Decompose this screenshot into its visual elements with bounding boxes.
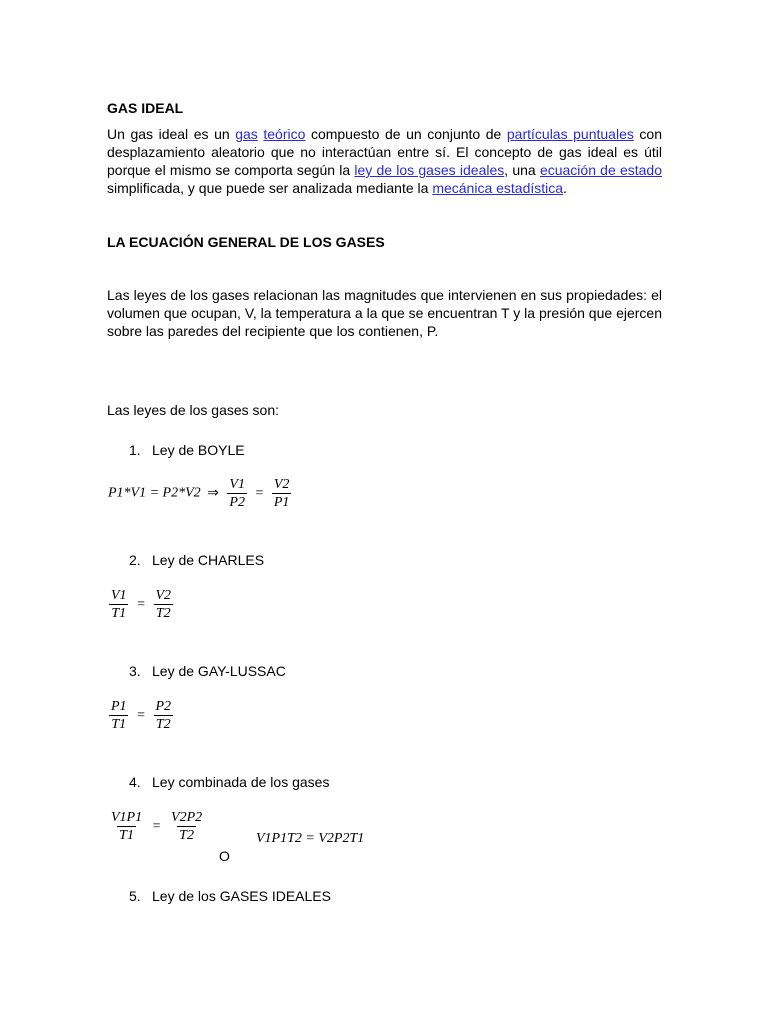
law-label: Ley de los GASES IDEALES bbox=[152, 888, 331, 904]
equation-gay-lussac bbox=[107, 699, 175, 732]
fraction bbox=[153, 699, 173, 732]
numerator: V2 bbox=[155, 588, 172, 603]
equals-sign: = bbox=[137, 596, 145, 612]
denominator: T1 bbox=[119, 828, 134, 843]
paragraph-text: , una bbox=[504, 162, 540, 178]
law-label: Ley de BOYLE bbox=[152, 442, 245, 458]
law-item-gases-ideales bbox=[129, 888, 331, 904]
equation-combinada bbox=[107, 810, 206, 843]
link-ley-gases-ideales[interactable]: ley de los gases ideales bbox=[354, 162, 505, 178]
section-title-ecuacion-general: LA ECUACIÓN GENERAL DE LOS GASES bbox=[107, 234, 385, 250]
implies-symbol: ⇒ bbox=[207, 485, 219, 501]
fraction bbox=[109, 699, 129, 732]
paragraph-text: . bbox=[563, 180, 567, 196]
law-label: Ley de GAY-LUSSAC bbox=[152, 663, 286, 679]
paragraph-text: Un gas ideal es un bbox=[107, 126, 236, 142]
fraction bbox=[227, 477, 247, 510]
paragraph-text: con desplazamiento aleatorio que no interactúan entre sí. El concepto de gas ideal es útil porque el mismo se comporta según la bbox=[107, 126, 663, 178]
equation-lhs: P1*V1 = P2*V2 bbox=[108, 485, 201, 501]
denominator: T1 bbox=[111, 717, 127, 732]
ecuacion-general-paragraph: Las leyes de los gases relacionan las magnitudes que intervienen en sus propiedades: el volumen que ocupan, V, la temperatura a la que se encuentran T y la presión que ejercen sobre las paredes del recipiente que los contienen, P. bbox=[107, 287, 662, 339]
equation-charles bbox=[107, 588, 175, 621]
numerator: V1 bbox=[229, 477, 245, 492]
law-number: 5. bbox=[129, 888, 141, 904]
paragraph-text: simplificada, y que puede ser analizada mediante la bbox=[107, 180, 433, 196]
numerator: P2 bbox=[155, 699, 172, 714]
law-number: 4. bbox=[129, 774, 141, 790]
numerator: P1 bbox=[111, 699, 127, 714]
law-label: Ley de CHARLES bbox=[152, 552, 265, 568]
equals-sign: = bbox=[137, 707, 145, 723]
law-item-combinada bbox=[129, 774, 329, 790]
fraction bbox=[153, 588, 173, 621]
numerator: V2P2 bbox=[171, 810, 203, 825]
equation-combinada-alt: V1P1T2 = V2P2T1 bbox=[256, 831, 365, 846]
section-title-gas-ideal: GAS IDEAL bbox=[107, 100, 184, 116]
fraction bbox=[109, 810, 144, 843]
equation-boyle bbox=[108, 477, 293, 510]
denominator: T2 bbox=[155, 606, 171, 621]
law-number: 3. bbox=[129, 663, 141, 679]
fraction bbox=[169, 810, 204, 843]
denominator: P2 bbox=[229, 495, 245, 510]
law-item-charles bbox=[129, 552, 264, 568]
law-number: 1. bbox=[129, 442, 141, 458]
link-particulas-puntuales[interactable]: partículas puntuales bbox=[506, 126, 634, 142]
equals-sign: = bbox=[255, 485, 264, 501]
law-label: Ley combinada de los gases bbox=[152, 774, 330, 790]
laws-intro: Las leyes de los gases son: bbox=[107, 402, 279, 418]
law-number: 2. bbox=[129, 552, 141, 568]
law-item-boyle bbox=[129, 442, 245, 458]
link-mecanica-estadistica[interactable]: mecánica estadística bbox=[432, 180, 564, 196]
link-teorico[interactable]: teórico bbox=[263, 126, 306, 142]
denominator: P1 bbox=[273, 495, 290, 510]
numerator: V2 bbox=[273, 477, 290, 492]
fraction bbox=[109, 588, 129, 621]
equals-sign: = bbox=[152, 818, 161, 834]
or-text: O bbox=[219, 848, 230, 864]
denominator: T2 bbox=[155, 717, 171, 732]
link-gas[interactable]: gas bbox=[235, 126, 258, 142]
fraction bbox=[272, 477, 292, 510]
numerator: V1P1 bbox=[111, 810, 143, 825]
link-ecuacion-estado[interactable]: ecuación de estado bbox=[539, 162, 662, 178]
paragraph-text: compuesto de un conjunto de bbox=[305, 126, 507, 142]
numerator: V1 bbox=[111, 588, 127, 603]
law-item-gay-lussac bbox=[129, 663, 286, 679]
denominator: T1 bbox=[111, 606, 127, 621]
gas-ideal-paragraph bbox=[107, 125, 662, 197]
denominator: T2 bbox=[179, 828, 194, 843]
